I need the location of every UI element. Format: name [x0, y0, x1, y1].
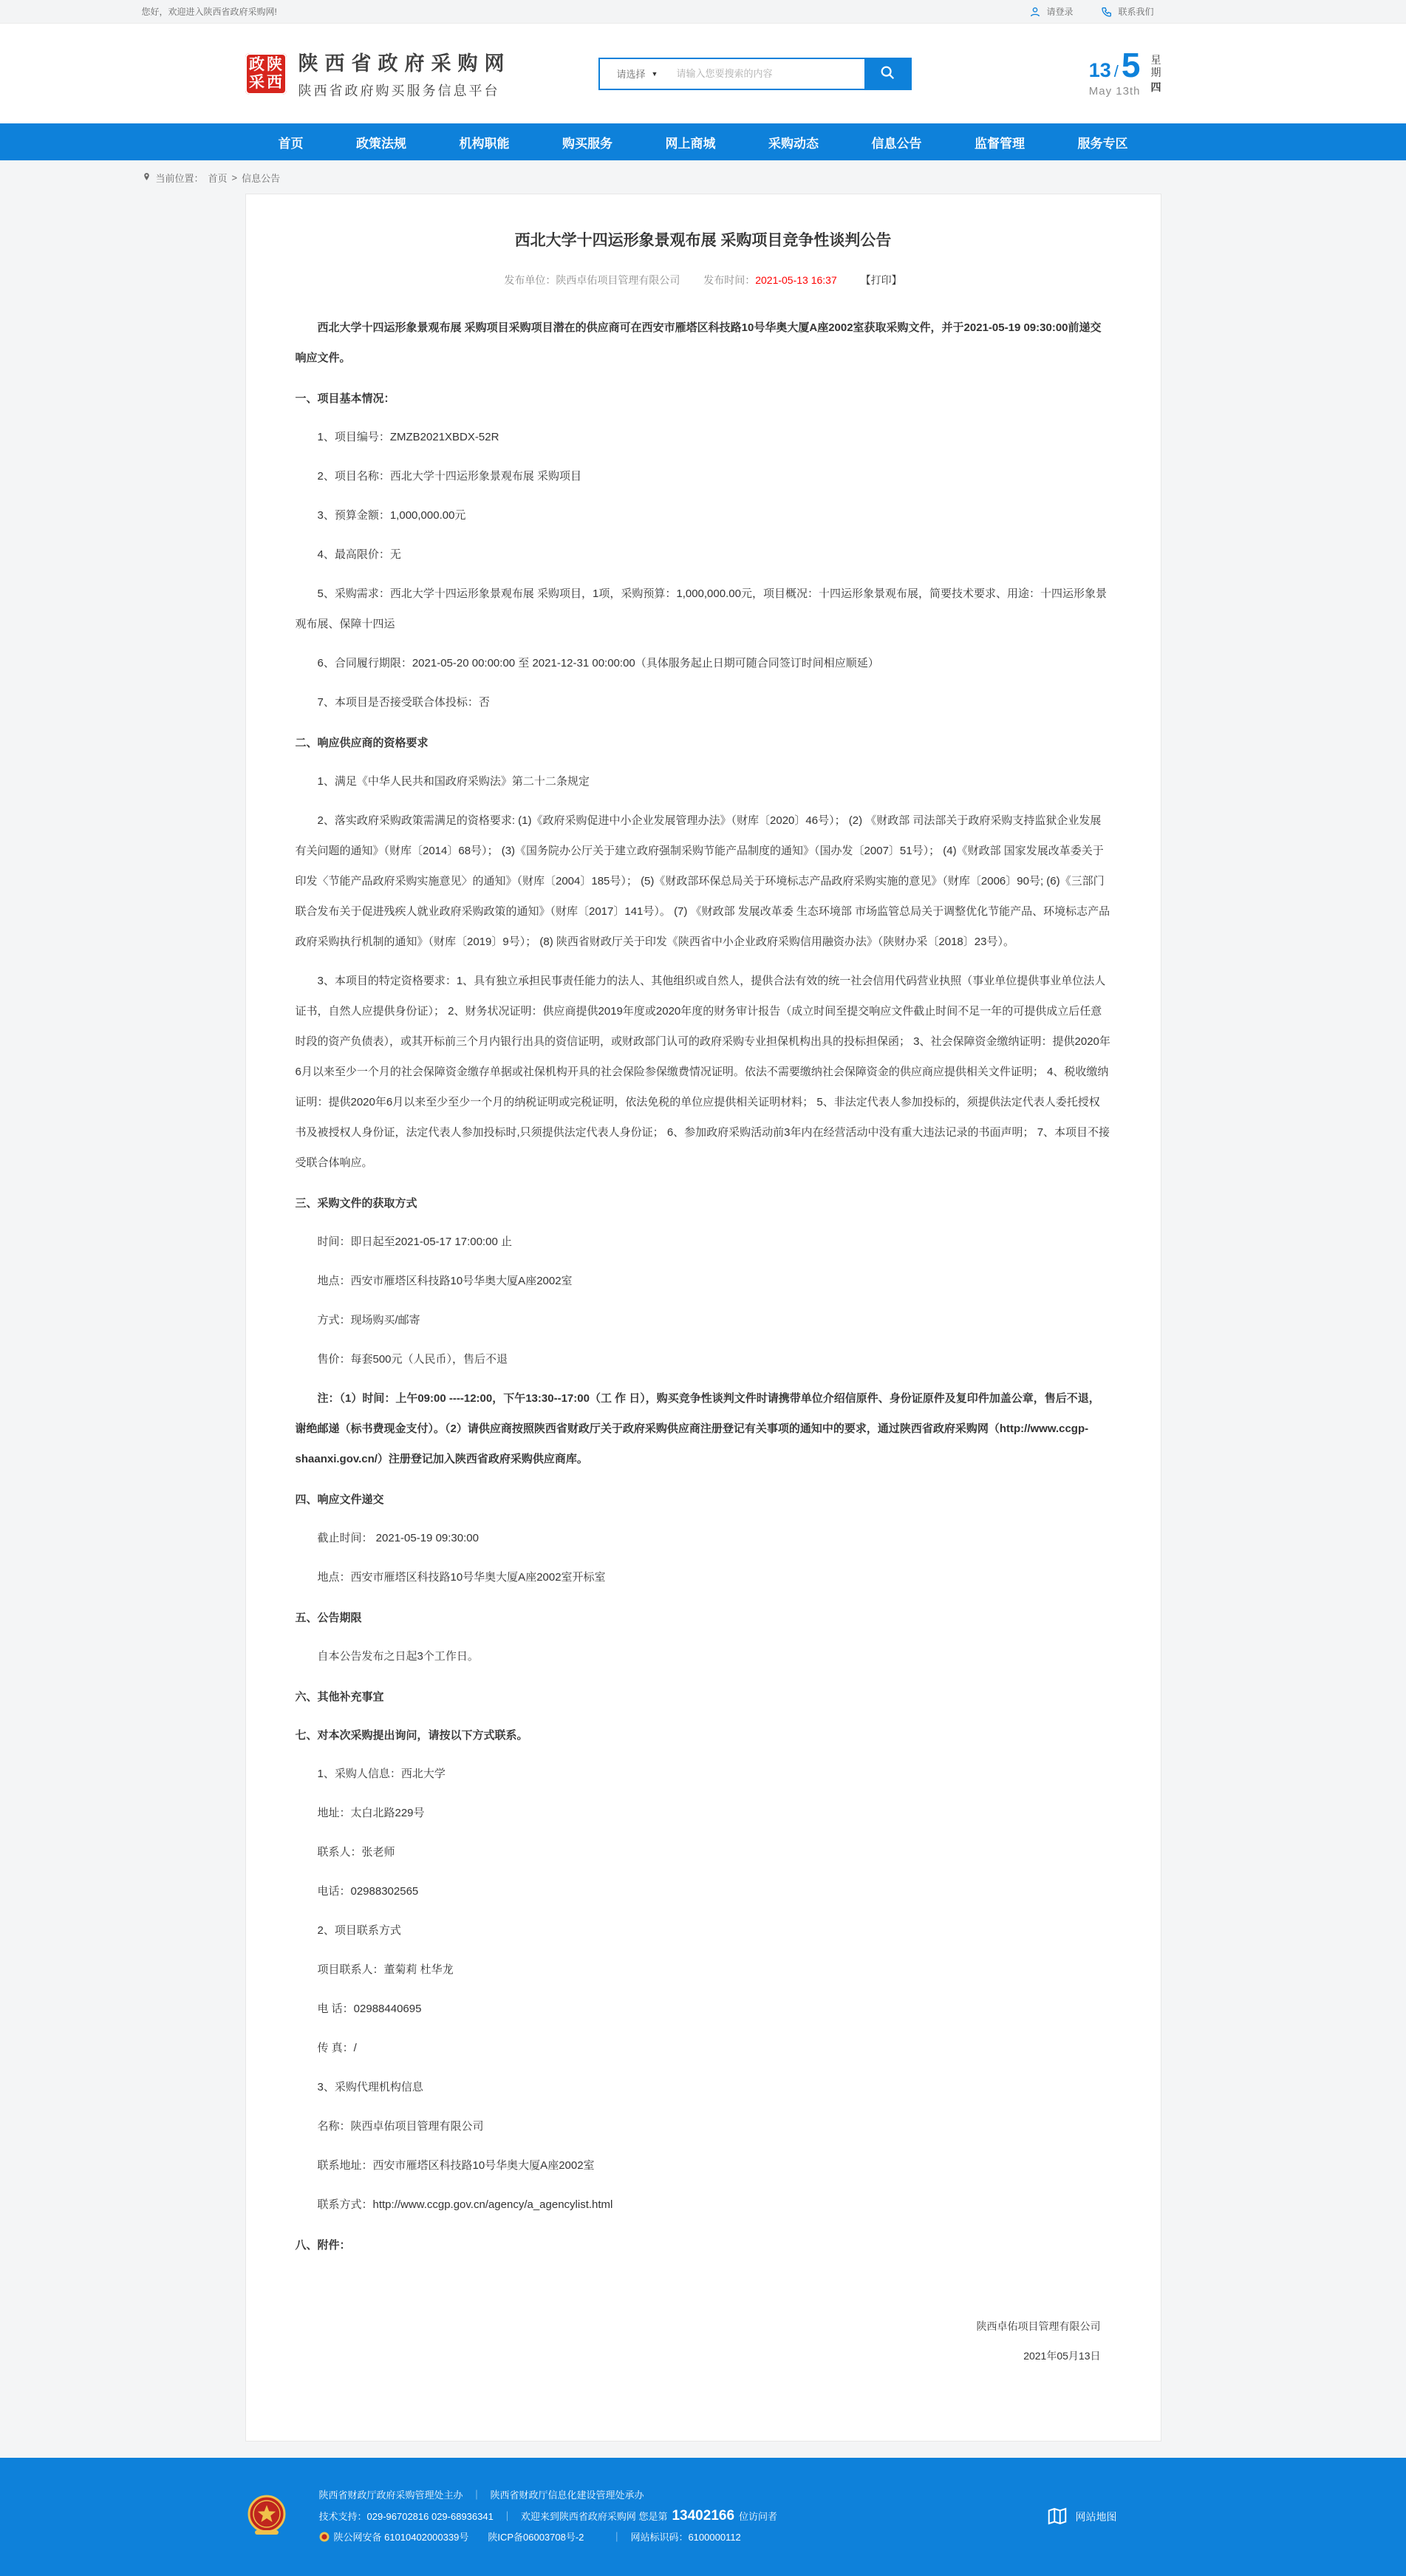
doc-meta	[296, 273, 1111, 287]
doc-line: 联系人：张老师	[317, 1846, 395, 1858]
site-header	[0, 24, 1406, 123]
footer-line-1	[319, 2485, 778, 2506]
section-2-heading: 二、响应供应商的资格要求	[295, 737, 429, 749]
nav-item-policies[interactable]: 政策法规	[356, 136, 406, 151]
doc-line: 自本公告发布之日起3个工作日。	[317, 1650, 479, 1663]
site-subtitle: 陕西省政府购买服务信息平台	[298, 84, 500, 98]
search-button[interactable]	[864, 59, 910, 89]
section-7-heading: 七、对本次采购提出询问，请按以下方式联系。	[295, 1729, 528, 1742]
login-label: 请登录	[1046, 7, 1074, 17]
logo-char: 采	[249, 73, 265, 91]
doc-line: 3、采购代理机构信息	[317, 2081, 423, 2093]
signature-company: 陕西卓佑项目管理有限公司	[976, 2320, 1101, 2332]
public-security-badge-icon	[319, 2529, 330, 2549]
location-pin-icon	[142, 171, 151, 185]
contact-link[interactable]	[1101, 5, 1153, 18]
doc-line: 传 真：/	[317, 2042, 357, 2054]
site-footer	[0, 2458, 1406, 2576]
search-input[interactable]	[675, 59, 864, 89]
sitemap-link[interactable]	[1046, 2505, 1117, 2529]
doc-line: 6、合同履行期限：2021-05-20 00:00:00 至 2021-12-31 00:00:00（具体服务起止日期可随合同签订时间相应顺延）	[317, 657, 879, 669]
footer-separator: ｜	[612, 2531, 622, 2543]
chevron-down-icon: ▼	[651, 69, 658, 78]
nav-item-supervision[interactable]: 监督管理	[975, 136, 1025, 151]
top-bar	[0, 0, 1406, 24]
user-icon	[1029, 6, 1041, 18]
footer-organizer: 陕西省财政厅政府采购管理处主办	[318, 2489, 463, 2501]
security-record-number[interactable]: 陕公网安备 61010402000339号	[333, 2531, 469, 2543]
section-6-heading: 六、其他补充事宜	[295, 1691, 384, 1703]
footer-line-3	[319, 2527, 778, 2549]
print-button[interactable]: 【打印】	[860, 274, 902, 286]
date-widget	[1088, 45, 1161, 98]
site-title: 陕西省政府采购网	[298, 52, 511, 75]
login-link[interactable]	[1029, 5, 1073, 18]
phone-icon	[1101, 6, 1113, 18]
doc-line: 2、项目名称：西北大学十四运形象景观布展 采购项目	[317, 470, 582, 483]
doc-line: 1、采购人信息：西北大学	[317, 1768, 446, 1780]
doc-note: 注：（1）时间：上午09:00 ----12:00，下午13:30--17:00（工 作 日），购买竞争性谈判文件时请携带单位介绍信原件、身份证原件及复印件加盖公章，售后不退，谢绝邮递（标书费现金支付）。（2）请供应商按照陕西省财政厅关于政府采购供应商注册登记有关事项的通知中的要求，通过陕西省政府采购网（http://www.ccgp-shaanxi.gov.cn/）注册登记加入陕西省政府采购供应商库。	[295, 1392, 1100, 1465]
nav-item-service-zone[interactable]: 服务专区	[1077, 136, 1128, 151]
main-nav	[0, 123, 1406, 160]
search-category-select[interactable]	[600, 59, 675, 89]
doc-line: 2、项目联系方式	[317, 1924, 401, 1937]
doc-line: 方式：现场购买/邮寄	[317, 1314, 420, 1326]
brand	[245, 47, 511, 100]
doc-line: 电 话：02988440695	[317, 2003, 422, 2015]
map-icon	[1046, 2505, 1068, 2529]
date-day: 13	[1088, 58, 1111, 81]
announcement-panel	[245, 194, 1161, 2442]
site-identifier-code: 网站标识码：6100000112	[630, 2531, 741, 2543]
publish-time: 2021-05-13 16:37	[755, 274, 837, 286]
weekday-char: 星	[1150, 53, 1161, 66]
footer-co-organizer: 陕西省财政厅信息化建设管理处承办	[490, 2489, 644, 2501]
doc-line: 名称：陕西卓佑项目管理有限公司	[317, 2120, 484, 2133]
doc-line: 3、本项目的特定资格要求：1、具有独立承担民事责任能力的法人、其他组织或自然人，提供合法有效的统一社会信用代码营业执照（事业单位提供事业单位法人证书，自然人应提供身份证）； 2、财务状况证明：供应商提供2019年度或2020年度的财务审计报告（成立时间至提交响应文件截止时间不足一年的可提供成立后任意时段的资产负债表），或其开标前三个月内银行出具的资信证明，或财政部门认可的政府采购专业担保机构出具的投标担保函； 3、社会保障资金缴纳证明：提供2020年6月以来至少一个月的社会保障资金缴存单据或社保机构开具的社会保险参保缴费情况证明。依法不需要缴纳社会保障资金的供应商应提供相关文件证明； 4、税收缴纳证明：提供2020年6月以来至少至少一个月的纳税证明或完税证明，依法免税的单位应提供相关证明材料； 5、非法定代表人参加投标的，须提供法定代表人委托授权书及被授权人身份证，法定代表人参加投标时,只须提供法定代表人身份证； 6、参加政府采购活动前3年内在经营活动中没有重大违法记录的书面声明； 7、本项目不接受联合体响应。	[295, 975, 1110, 1169]
section-1-heading: 一、项目基本情况：	[295, 392, 395, 405]
search-category-label: 请选择	[616, 69, 646, 80]
breadcrumb-current[interactable]: 信息公告	[242, 173, 281, 184]
welcome-text: 您好，欢迎进入陕西省政府采购网!	[141, 7, 277, 17]
date-english: May 13th	[1088, 84, 1141, 98]
breadcrumb-home[interactable]: 首页	[208, 173, 228, 184]
logo-char: 陕	[267, 55, 282, 73]
doc-line: 地点：西安市雁塔区科技路10号华奥大厦A座2002室	[317, 1275, 573, 1287]
doc-line: 1、满足《中华人民共和国政府采购法》第二十二条规定	[317, 775, 590, 788]
doc-line: 截止时间： 2021-05-19 09:30:00	[317, 1532, 479, 1544]
sitemap-label: 网站地图	[1075, 2511, 1117, 2523]
doc-intro: 西北大学十四运形象景观布展 采购项目采购项目潜在的供应商可在西安市雁塔区科技路10号华奥大厦A座2002室获取采购文件，并于2021-05-19 09:30:00前递交响应文件。	[295, 321, 1102, 364]
logo-char: 政	[249, 55, 265, 73]
footer-separator: ｜	[471, 2489, 482, 2501]
doc-line: 时间：即日起至2021-05-17 17:00:00 止	[317, 1236, 512, 1248]
weekday-char: 期	[1150, 66, 1161, 78]
date-month: 5	[1121, 45, 1141, 84]
section-5-heading: 五、公告期限	[295, 1612, 362, 1624]
doc-line: 1、项目编号：ZMZB2021XBDX-52R	[317, 431, 499, 443]
government-emblem-icon	[245, 2494, 288, 2541]
footer-info	[319, 2485, 778, 2549]
publish-time-label: 发布时间：	[703, 274, 756, 286]
signature-date: 2021年05月13日	[1023, 2350, 1101, 2362]
contact-label: 联系我们	[1118, 7, 1154, 17]
nav-item-purchase-services[interactable]: 购买服务	[562, 136, 612, 151]
doc-body	[296, 313, 1111, 2258]
nav-item-procurement-news[interactable]: 采购动态	[768, 136, 819, 151]
page-title: 西北大学十四运形象景观布展 采购项目竞争性谈判公告	[514, 232, 892, 249]
section-8-heading: 八、附件：	[295, 2239, 351, 2252]
footer-line-2	[319, 2506, 778, 2527]
footer-visitor-prefix: 欢迎来到陕西省政府采购网 您是第	[520, 2510, 668, 2522]
search-bar	[598, 58, 912, 90]
publisher: 发布单位：陕西卓佑项目管理有限公司	[504, 274, 680, 286]
breadcrumb-label: 当前位置：	[155, 173, 204, 184]
breadcrumb-separator: >	[231, 172, 238, 183]
search-icon	[879, 64, 895, 83]
doc-line: 售价：每套500元（人民币），售后不退	[317, 1353, 508, 1366]
doc-line: 4、最高限价：无	[317, 548, 401, 561]
weekday-char: 四	[1150, 81, 1161, 93]
nav-item-announcements[interactable]: 信息公告	[871, 136, 922, 151]
date-slash: /	[1113, 61, 1119, 81]
doc-line: 5、采购需求：西北大学十四运形象景观布展 采购项目，1项，采购预算：1,000,000.00元，项目概况：十四运形象景观布展，简要技术要求、用途：十四运形象景观布展、保障十四运	[295, 587, 1107, 630]
nav-item-home[interactable]: 首页	[278, 136, 304, 151]
section-3-heading: 三、采购文件的获取方式	[295, 1197, 417, 1210]
doc-line: 联系方式：http://www.ccgp.gov.cn/agency/a_agencylist.html	[317, 2198, 613, 2211]
doc-line: 地点：西安市雁塔区科技路10号华奥大厦A座2002室开标室	[317, 1571, 606, 1584]
section-4-heading: 四、响应文件递交	[295, 1493, 384, 1506]
weekday-label	[1151, 54, 1161, 94]
nav-item-online-mall[interactable]: 网上商城	[665, 136, 716, 151]
doc-line: 项目联系人：董菊莉 杜华龙	[317, 1963, 454, 1976]
footer-separator: ｜	[502, 2510, 512, 2522]
visitor-count: 13402166	[672, 2507, 735, 2524]
doc-line: 7、本项目是否接受联合体投标：否	[317, 696, 490, 709]
doc-line: 联系地址：西安市雁塔区科技路10号华奥大厦A座2002室	[317, 2159, 595, 2172]
footer-tech-support: 技术支持：029-96702816 029-68936341	[318, 2510, 494, 2522]
icp-record-number[interactable]: 陕ICP备06003708号-2	[488, 2531, 584, 2543]
breadcrumb	[142, 160, 1265, 192]
doc-line: 电话：02988302565	[317, 1885, 419, 1898]
logo-char: 西	[267, 73, 282, 91]
doc-line: 2、落实政府采购政策需满足的资格要求: (1)《政府采购促进中小企业发展管理办法》（财库〔2020〕46号）； (2) 《财政部 司法部关于政府采购支持监狱企业发展有关问题的通知》（财库〔2014〕68号）； (3)《国务院办公厅关于建立政府强制采购节能产品制度的通知》（国办发〔2007〕51号）； (4)《财政部 国家发展改革委关于印发〈节能产品政府采购实施意见〉的通知》（财库〔2004〕185号）； (5)《财政部环保总局关于环境标志产品政府采购实施的意见》（财库〔2006〕90号; (6)《三部门联合发布关于促进残疾人就业政府采购政策的通知》（财库〔2017〕141号）。 (7) 《财政部 发展改革委 生态环境部 市场监管总局关于调整优化节能产品、环境标志产品政府采购执行机制的通知》（财库〔2019〕9号）； (8) 陕西省财政厅关于印发《陕西省中小企业政府采购信用融资办法》（陕财办采〔2018〕23号）。	[295, 814, 1110, 948]
site-logo-icon	[245, 53, 287, 95]
signature-block	[296, 2311, 1111, 2371]
nav-item-functions[interactable]: 机构职能	[459, 136, 510, 151]
doc-line: 地址：太白北路229号	[317, 1807, 425, 1819]
footer-visitor-suffix: 位访问者	[739, 2510, 778, 2522]
doc-line: 3、预算金额：1,000,000.00元	[317, 509, 466, 522]
